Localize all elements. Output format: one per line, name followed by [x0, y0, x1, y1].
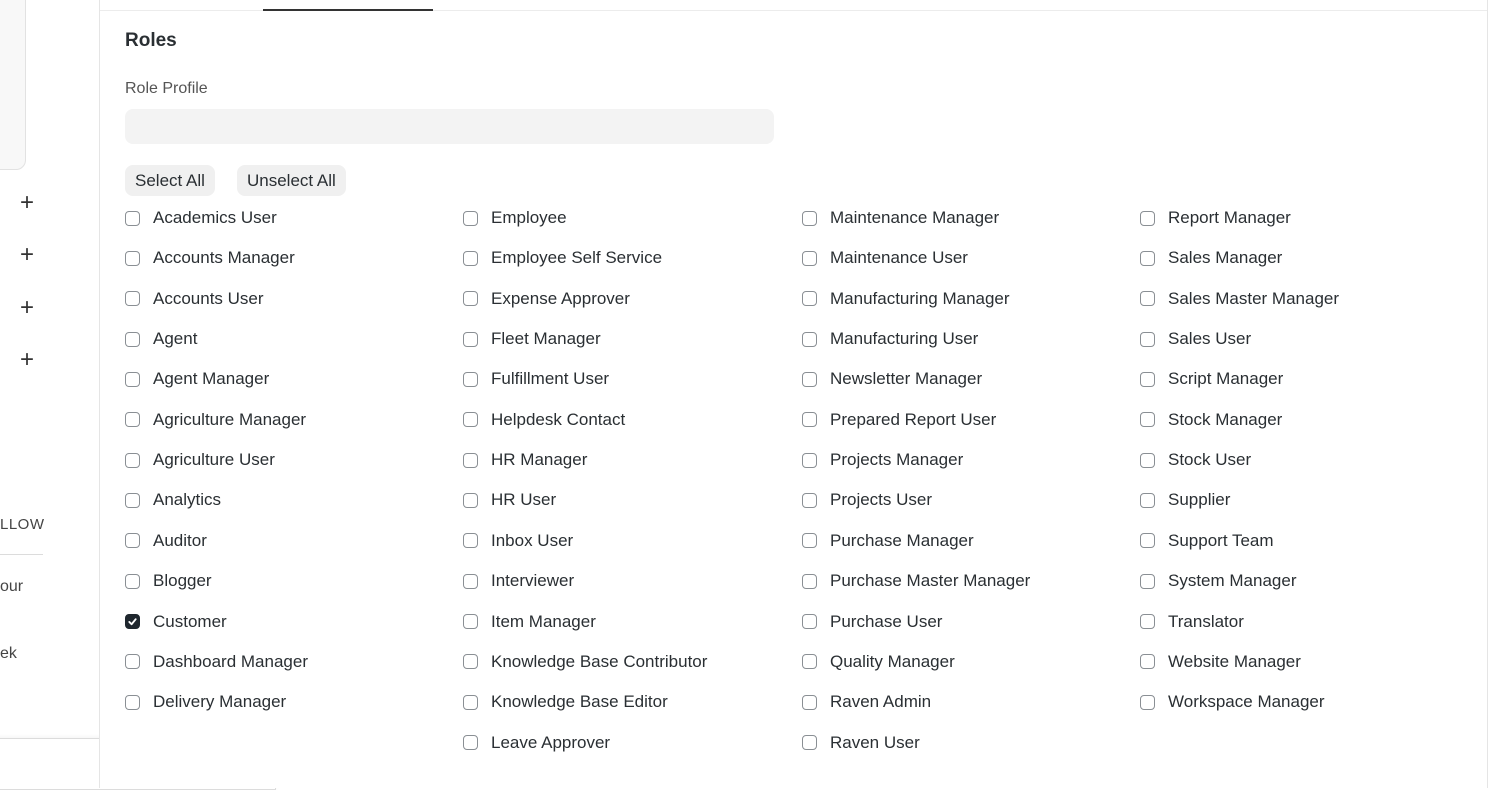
role-profile-label: Role Profile: [125, 80, 208, 97]
checkbox[interactable]: [125, 533, 140, 548]
role-option[interactable]: [463, 610, 596, 634]
role-label: System Manager: [1168, 571, 1297, 591]
role-label: Newsletter Manager: [830, 369, 983, 389]
checkbox[interactable]: [1140, 614, 1155, 629]
role-option[interactable]: [125, 367, 269, 391]
role-label: Knowledge Base Contributor: [491, 651, 708, 671]
role-label: Agent Manager: [153, 369, 270, 389]
role-option[interactable]: [802, 731, 920, 755]
role-label: Script Manager: [1168, 369, 1284, 389]
role-label: Helpdesk Contact: [491, 409, 626, 429]
role-option[interactable]: [125, 488, 221, 512]
role-label: Purchase User: [830, 611, 943, 631]
role-label: Inbox User: [491, 530, 574, 550]
role-label: HR Manager: [491, 450, 588, 470]
role-label: Accounts Manager: [153, 248, 295, 268]
role-label: Sales User: [1168, 329, 1252, 349]
role-option[interactable]: [463, 488, 556, 512]
checkbox[interactable]: [1140, 412, 1155, 427]
role-label: Expense Approver: [491, 288, 630, 308]
role-option[interactable]: [463, 206, 567, 230]
unselect-all-button[interactable]: Unselect All: [237, 165, 346, 196]
role-label: Agriculture Manager: [153, 409, 307, 429]
role-label: Manufacturing User: [830, 329, 979, 349]
sidebar-text: ek: [0, 645, 17, 662]
role-option[interactable]: [802, 569, 1030, 593]
role-option[interactable]: [802, 287, 1010, 311]
role-option[interactable]: [463, 327, 601, 351]
add-icon[interactable]: +: [19, 241, 34, 268]
checkbox[interactable]: [125, 211, 140, 226]
role-label: Accounts User: [153, 288, 264, 308]
role-label: Manufacturing Manager: [830, 288, 1010, 308]
role-label: Stock User: [1168, 450, 1252, 470]
checkbox[interactable]: [125, 574, 140, 589]
role-label: Supplier: [1168, 490, 1231, 510]
role-label: Employee: [491, 208, 567, 227]
checkbox[interactable]: [802, 453, 817, 468]
add-icon[interactable]: +: [19, 294, 34, 321]
add-icon[interactable]: +: [19, 189, 34, 216]
checkbox[interactable]: [802, 291, 817, 306]
role-option[interactable]: [1140, 529, 1274, 553]
checkbox[interactable]: [125, 251, 140, 266]
role-option[interactable]: [125, 246, 295, 270]
role-label: Website Manager: [1168, 651, 1301, 671]
role-label: Blogger: [153, 571, 212, 591]
role-option[interactable]: [802, 246, 968, 270]
role-option[interactable]: [463, 569, 574, 593]
checkbox[interactable]: [463, 614, 478, 629]
role-label: Agent: [153, 329, 198, 349]
checkbox[interactable]: [125, 493, 140, 508]
role-label: Projects Manager: [830, 450, 964, 470]
role-option[interactable]: [802, 448, 963, 472]
role-option[interactable]: [463, 529, 573, 553]
checkbox[interactable]: [802, 493, 817, 508]
role-option[interactable]: [802, 650, 955, 674]
role-option[interactable]: [463, 690, 668, 714]
role-option[interactable]: [125, 327, 197, 351]
checkbox[interactable]: [1140, 533, 1155, 548]
checkbox[interactable]: [802, 211, 817, 226]
checkbox[interactable]: [125, 412, 140, 427]
role-label: Support Team: [1168, 530, 1274, 550]
role-option[interactable]: [125, 206, 277, 230]
active-tab-indicator: [263, 9, 433, 11]
role-label: Maintenance User: [830, 248, 968, 268]
role-label: Stock Manager: [1168, 409, 1283, 429]
role-option[interactable]: [1140, 246, 1282, 270]
role-label: Quality Manager: [830, 651, 955, 671]
sidebar-text: our: [0, 578, 24, 595]
role-option[interactable]: [1140, 367, 1283, 391]
checkbox[interactable]: [463, 412, 478, 427]
role-label: Report Manager: [1168, 208, 1291, 227]
checkbox[interactable]: [1140, 574, 1155, 589]
role-label: Maintenance Manager: [830, 208, 1000, 227]
checkbox[interactable]: [1140, 332, 1155, 347]
sidebar-divider: [0, 554, 43, 555]
checkbox[interactable]: [802, 735, 817, 750]
checkbox[interactable]: [463, 695, 478, 710]
role-option[interactable]: [1140, 650, 1301, 674]
checkbox[interactable]: [1140, 251, 1155, 266]
role-option[interactable]: [1140, 327, 1251, 351]
checkbox[interactable]: [125, 695, 140, 710]
role-option[interactable]: [1140, 610, 1244, 634]
role-label: Sales Master Manager: [1168, 288, 1340, 308]
role-profile-input[interactable]: [125, 109, 774, 144]
checkbox[interactable]: [463, 291, 478, 306]
role-label: Purchase Master Manager: [830, 571, 1031, 591]
role-label: Raven User: [830, 732, 920, 752]
checkbox[interactable]: [802, 332, 817, 347]
role-option[interactable]: [802, 408, 996, 432]
checkbox[interactable]: [125, 372, 140, 387]
checkbox[interactable]: [463, 251, 478, 266]
checkbox[interactable]: [1140, 453, 1155, 468]
role-option[interactable]: [802, 327, 978, 351]
checkbox[interactable]: [463, 533, 478, 548]
role-option[interactable]: [463, 731, 610, 755]
checkbox[interactable]: [802, 412, 817, 427]
role-option[interactable]: [463, 650, 707, 674]
checkbox[interactable]: [125, 453, 140, 468]
role-label: Translator: [1168, 611, 1244, 631]
section-title: Roles: [125, 30, 177, 51]
select-all-button[interactable]: Select All: [125, 165, 215, 196]
checkbox[interactable]: [463, 332, 478, 347]
role-label: Employee Self Service: [491, 248, 663, 268]
role-option[interactable]: [125, 448, 275, 472]
checkbox[interactable]: [463, 654, 478, 669]
checkbox-checked[interactable]: [125, 614, 140, 629]
checkbox[interactable]: [802, 251, 817, 266]
role-label: Leave Approver: [491, 732, 611, 752]
role-option[interactable]: [802, 690, 931, 714]
add-icon[interactable]: +: [19, 346, 34, 373]
role-option[interactable]: [463, 287, 630, 311]
checkbox[interactable]: [125, 332, 140, 347]
role-label: Academics User: [153, 208, 277, 227]
sidebar-card: [0, 0, 26, 170]
role-label: Workspace Manager: [1168, 692, 1325, 712]
checkbox[interactable]: [802, 654, 817, 669]
role-option[interactable]: [1140, 206, 1291, 230]
checkbox[interactable]: [1140, 695, 1155, 710]
role-option[interactable]: [125, 287, 264, 311]
role-option[interactable]: [1140, 569, 1297, 593]
checkbox[interactable]: [125, 291, 140, 306]
role-option[interactable]: [125, 569, 212, 593]
check-icon: [127, 616, 138, 627]
role-label: Prepared Report User: [830, 409, 997, 429]
role-option[interactable]: [802, 610, 942, 634]
role-label: Dashboard Manager: [153, 651, 308, 671]
role-option[interactable]: [463, 367, 609, 391]
checkbox[interactable]: [1140, 372, 1155, 387]
checkbox[interactable]: [463, 735, 478, 750]
role-label: Fulfillment User: [491, 369, 610, 389]
role-label: Analytics: [153, 490, 222, 510]
role-label: Raven Admin: [830, 692, 932, 712]
role-option[interactable]: [802, 206, 999, 230]
follow-label[interactable]: LLOW: [0, 516, 45, 533]
checkbox[interactable]: [1140, 493, 1155, 508]
role-label: Item Manager: [491, 611, 596, 631]
role-option[interactable]: [1140, 408, 1282, 432]
role-label: Fleet Manager: [491, 329, 601, 349]
checkbox[interactable]: [802, 533, 817, 548]
checkbox[interactable]: [802, 695, 817, 710]
role-option[interactable]: [463, 246, 662, 270]
role-label: Agriculture User: [153, 450, 275, 470]
checkbox[interactable]: [463, 574, 478, 589]
checkbox[interactable]: [802, 372, 817, 387]
role-label: Projects User: [830, 490, 933, 510]
role-option[interactable]: [1140, 488, 1230, 512]
role-option[interactable]: [125, 529, 207, 553]
checkbox[interactable]: [463, 453, 478, 468]
checkbox[interactable]: [463, 211, 478, 226]
role-option[interactable]: [463, 408, 625, 432]
role-label: Auditor: [153, 530, 207, 550]
role-label: Sales Manager: [1168, 248, 1283, 268]
checkbox[interactable]: [463, 493, 478, 508]
role-option[interactable]: [1140, 448, 1251, 472]
role-label: Knowledge Base Editor: [491, 692, 668, 712]
role-option[interactable]: [125, 610, 227, 634]
role-label: Customer: [153, 611, 227, 631]
checkbox[interactable]: [1140, 654, 1155, 669]
role-label: Purchase Manager: [830, 530, 974, 550]
role-option[interactable]: [125, 690, 286, 714]
sidebar: [0, 0, 100, 773]
role-label: Delivery Manager: [153, 692, 287, 712]
role-option[interactable]: [802, 367, 982, 391]
checkbox[interactable]: [1140, 291, 1155, 306]
checkbox[interactable]: [125, 654, 140, 669]
checkbox[interactable]: [802, 574, 817, 589]
role-option[interactable]: [1140, 287, 1339, 311]
role-option[interactable]: [125, 650, 308, 674]
checkbox[interactable]: [802, 614, 817, 629]
checkbox[interactable]: [1140, 211, 1155, 226]
role-label: Interviewer: [491, 571, 575, 591]
role-option[interactable]: [1140, 690, 1325, 714]
role-label: HR User: [491, 490, 557, 510]
role-option[interactable]: [463, 448, 587, 472]
role-option[interactable]: [802, 529, 974, 553]
checkbox[interactable]: [463, 372, 478, 387]
roles-panel: [99, 0, 1488, 788]
role-option[interactable]: [125, 408, 306, 432]
role-option[interactable]: [802, 488, 932, 512]
